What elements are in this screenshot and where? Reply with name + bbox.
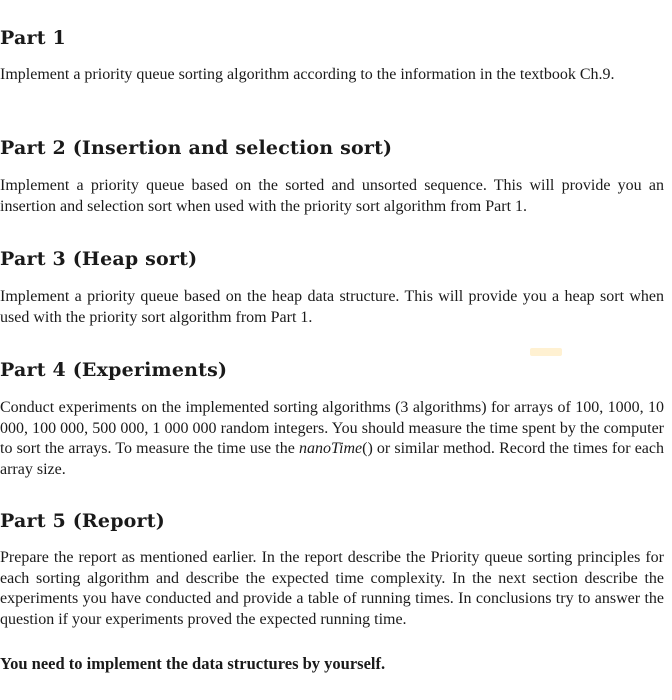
part-1-text: Implement a priority queue sorting algorithm according to the information in the textbook Ch.9.	[0, 66, 615, 83]
part-2-text: Implement a priority queue based on the sorted and unsorted sequence. This will provide you an insertion and selection sort when used with the priority sort algorithm from Part 1.	[0, 177, 664, 215]
final-note: You need to implement the data structures by yourself.	[0, 654, 386, 673]
part-4-section	[0, 358, 664, 382]
part-3-heading: Part 3 (Heap sort)	[0, 248, 198, 270]
nanotime-method: nanoTime	[298, 440, 363, 457]
part-2-heading: Part 2 (Insertion and selection sort)	[0, 137, 393, 159]
part-5-heading: Part 5 (Report)	[0, 510, 165, 532]
part-5-body	[0, 548, 664, 630]
part-1-section	[0, 26, 664, 50]
part-3-text: Implement a priority queue based on the heap data structure. This will provide you a heap sort when used with the priority sort algorithm from Part 1.	[0, 288, 664, 326]
highlight-mark	[530, 348, 562, 356]
part-4-body	[0, 398, 664, 480]
part-5-text: Prepare the report as mentioned earlier. In the report describe the Priority queue sorting principles for each sorting algorithm and describe the expected time complexity. In the next section describe the experiments you have conducted and provide a table of running times. In conclusions try to answer the question if your experiments proved the expected running time.	[0, 549, 664, 628]
part-4-text	[0, 398, 664, 480]
part-1-heading: Part 1	[0, 27, 66, 49]
part-1-body	[0, 65, 664, 86]
part-3-body	[0, 287, 664, 328]
part-5-section	[0, 509, 664, 533]
part-4-text-after: () or similar method. Record the times for each array size.	[0, 440, 664, 478]
part-4-text-before: Conduct experiments on the implemented sorting algorithms (3 algorithms) for arrays of 100, 1000, 10 000, 100 000, 500 000, 1 000 000 random integers. You should measure the time spent by the computer to sort the arrays. To measure the time use the	[0, 399, 664, 457]
part-3-section	[0, 247, 664, 271]
part-4-heading: Part 4 (Experiments)	[0, 359, 228, 381]
part-2-section	[0, 136, 664, 160]
part-2-body	[0, 176, 664, 217]
